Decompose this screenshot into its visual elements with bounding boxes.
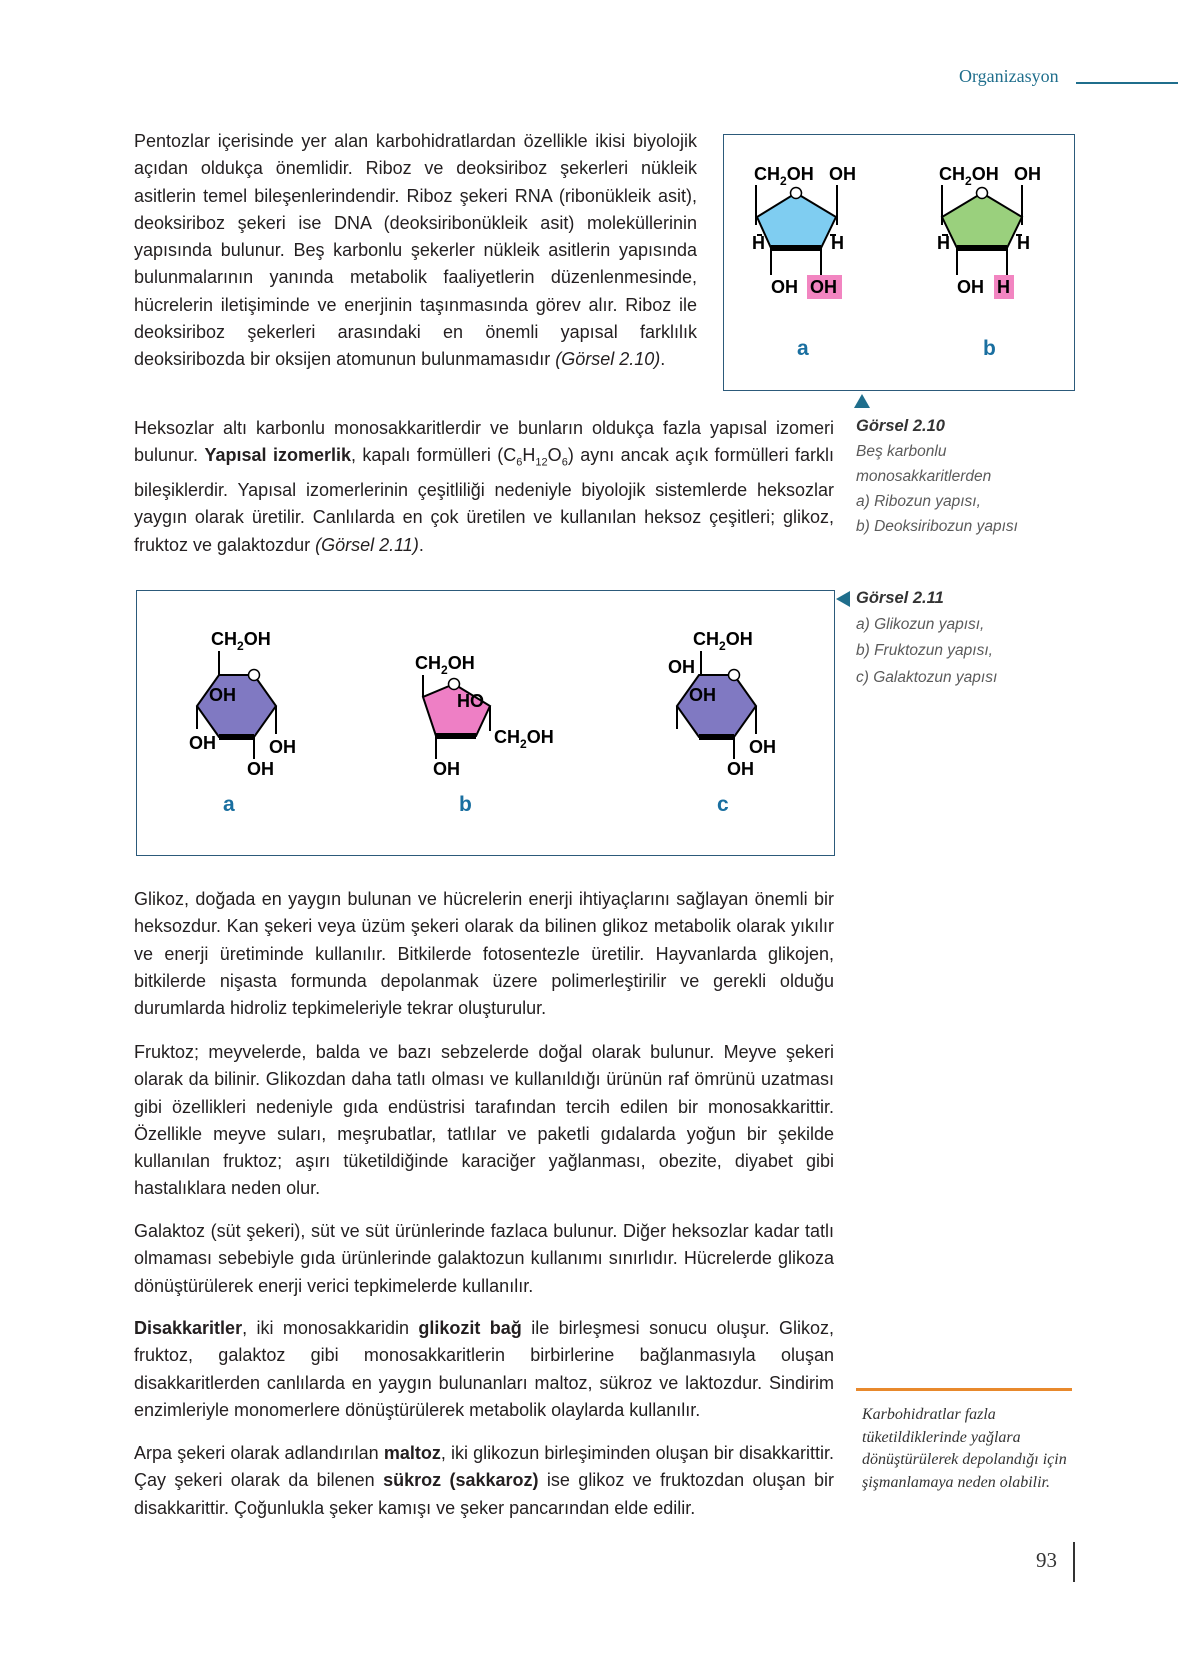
fructose-letter: b — [459, 793, 472, 816]
ribose-h-left: H — [752, 233, 765, 253]
paragraph-maltose-sucrose: Arpa şekeri olarak adlandırılan maltoz, iki glikozun birleşiminden oluşan bir disakkarittir. Çay şekeri olarak da bilenen sükroz (sakkaroz) ise glikoz ve fruktozdan oluşan bir disakkarittir. Çoğunlukla şeker kamışı ve şeker pancarından elde edilir. — [134, 1443, 834, 1518]
running-header: Organizasyon — [959, 66, 1059, 86]
deoxyribose-top-oh-label: OH — [1014, 164, 1041, 184]
ring-oxygen-icon — [729, 670, 740, 681]
glucose-ring-oh: OH — [209, 685, 236, 705]
page-number: 93 — [1036, 1548, 1057, 1572]
glucose-structure — [189, 629, 296, 816]
galactose-right-oh: OH — [749, 737, 776, 757]
caption-line: Beş karbonlu — [856, 443, 947, 460]
term-disaccharides: Disakkaritler — [134, 1318, 243, 1338]
caption-title: Görsel 2.10 — [856, 417, 945, 435]
term-glycosidic-bond: glikozit bağ — [418, 1318, 522, 1338]
deoxyribose-h-left: H — [937, 233, 950, 253]
caption-line: a) Ribozun yapısı, — [856, 493, 981, 510]
ring-oxygen-icon — [449, 679, 460, 690]
deoxyribose-h-right: H — [1017, 233, 1030, 253]
ribose-top-oh-label: OH — [829, 164, 856, 184]
glucose-ch2oh-label: $CH_2OH$ — [211, 629, 271, 653]
glucose-bottom-oh: OH — [247, 759, 274, 779]
fructose-structure — [415, 653, 554, 816]
ribose-oh-right: OH — [810, 277, 837, 297]
page-number-rule — [1073, 1542, 1075, 1582]
term-sucrose: sükroz (sakkaroz) — [383, 1470, 539, 1491]
caption-line: b) Deoksiribozun yapısı — [856, 518, 1018, 535]
deoxyribose-oh-left: OH — [957, 277, 984, 297]
figure-reference: (Görsel 2.10) — [555, 349, 661, 370]
ribose-ring — [757, 193, 836, 248]
paragraph-glucose: Glikoz, doğada en yaygın bulunan ve hücrelerin enerji ihtiyaçlarını sağlayan önemli bir heksozdur. Kan şekeri veya üzüm şekeri olarak da bilinen glikoz metabolik olarak yıkılır ve enerji üretiminde kullanılır. Bitkilerde fotosentezle üretilir. Hayvanlarda glikojen, bitkilerde nişasta formunda depolanmak üzere polimerleştirilir ve gerekli olduğu durumlarda hidroliz tepkimeleriyle tekrar oluşturulur. — [134, 889, 834, 1019]
paragraph-galactose: Galaktoz (süt şekeri), süt ve süt ürünlerinde fazlaca bulunur. Diğer heksozlar kadar tatlı olmaması sebebiyle gıda ürünlerinde galaktozun kullanımı sınırlıdır. Hücrelerde glikoza dönüştürülerek enerji verici tepkimelerde kullanılır. — [134, 1221, 834, 1296]
caption-line: b) Fruktozun yapısı, — [856, 642, 993, 659]
paragraph-pentoses: Pentozlar içerisinde yer alan karbohidratlardan özellikle ikisi biyolojik açıdan oldukça önemlidir. Riboz ve deoksiriboz şekerleri nükleik asitlerin temel bileşenlerindendir. Riboz şekeri RNA (ribonükleik asit), deoksiriboz şekeri ise DNA (deoksiribonükleik asit) moleküllerinin yapısında bulunur. Beş karbonlu şekerler nükleik asitlerin yapısında bulunmalarının yanında metabolik faaliyetlerin düzenlenmesinde, hücrelerin iletişiminde ve enerjinin taşınmasında görev alır. Riboz ile deoksiriboz şekerleri arasındaki en önemli yapısal farklılık deoksiribozda bir oksijen atomunun bulunmamasıdır (Görsel 2.10). — [134, 131, 697, 370]
figure-2-11-caption — [856, 585, 997, 691]
glucose-left-oh: OH — [189, 733, 216, 753]
header-rule — [1076, 82, 1178, 84]
fructose-ring-ho: HO — [457, 691, 484, 711]
up-arrow-icon — [854, 394, 870, 408]
fructose-bottom-oh: OH — [433, 759, 460, 779]
side-note-rule — [856, 1388, 1072, 1391]
ribose-oh-left: OH — [771, 277, 798, 297]
figure-2-11-box — [136, 590, 835, 856]
caption-line: monosakkaritlerden — [856, 468, 992, 485]
deoxyribose-letter: b — [983, 337, 996, 360]
term-structural-isomerism: Yapısal izomerlik — [204, 445, 351, 466]
pentose-structures — [724, 135, 1074, 390]
caption-title: Görsel 2.11 — [856, 589, 944, 607]
glucose-right-oh: OH — [269, 737, 296, 757]
deoxyribose-ch2oh-label: $CH_2OH$ — [939, 164, 999, 188]
glucose-letter: a — [223, 793, 235, 816]
galactose-left-top-oh: OH — [668, 657, 695, 677]
galactose-letter: c — [717, 793, 729, 816]
ribose-structure — [752, 164, 856, 360]
ribose-h-right: H — [831, 233, 844, 253]
ring-oxygen-icon — [249, 670, 260, 681]
ring-oxygen-icon — [791, 188, 802, 199]
paragraph-hexoses: Heksozlar altı karbonlu monosakkaritlerdir ve bunların oldukça fazla yapısal izomeri bulunur. Yapısal izomerlik, kapalı formülleri $(C_6H_{12}O_6)$ aynı ancak açık formülleri farklı bileşiklerdir. Yapısal izomerlerinin çeşitliliği nedeniyle biyolojik sistemlerde heksozlar yaygın olarak üretilir. Canlılarda en çok üretilen ve kullanılan heksoz çeşitleri; glikoz, fruktoz ve galaktozdur (Görsel 2.11). — [134, 418, 834, 555]
fructose-ch2oh-right: $CH_2OH$ — [494, 727, 554, 751]
side-note: Karbohidratlar fazla tüketildiklerinde yağlara dönüştürülerek depolandığı için şişmanlamaya neden olabilir. — [862, 1406, 1067, 1491]
left-arrow-icon — [836, 591, 850, 607]
caption-line: a) Glikozun yapısı, — [856, 615, 985, 633]
ring-oxygen-icon — [977, 188, 988, 199]
hexose-structures — [137, 591, 834, 855]
galactose-bottom-oh: OH — [727, 759, 754, 779]
paragraph-fructose: Fruktoz; meyvelerde, balda ve bazı sebzelerde doğal olarak bulunur. Meyve şekeri olarak da bilinir. Glikozdan daha tatlı olması ve kullanıldığı ürünün raf ömrünü uzatması gibi özellikleri nedeniyle gıda endüstrisi tarafından tercih edilen bir monosakkarittir. Özellikle meyve suları, meşrubatlar, tatlılar ve paketli gıdalarda yoğun bir şekilde kullanılan fruktoz; aşırı tüketildiğinde karaciğer yağlanması, obezite, diyabet gibi hastalıklara neden olur. — [134, 1042, 834, 1199]
deoxyribose-ring — [942, 193, 1022, 248]
figure-2-10-caption — [856, 414, 1018, 539]
galactose-ch2oh-label: $CH_2OH$ — [693, 629, 753, 653]
figure-reference: (Görsel 2.11) — [315, 534, 419, 555]
deoxyribose-h-bottom: H — [997, 277, 1010, 297]
figure-2-10-box — [723, 134, 1075, 391]
paragraph-text: Pentozlar içerisinde yer alan karbohidratlardan özellikle ikisi biyolojik açıdan oldukça önemlidir. Riboz ve deoksiriboz şekerleri nükleik asitlerin temel bileşenlerindendir. Riboz şekeri RNA (ribonükleik asit), deoksiriboz şekeri ise DNA (deoksiribonükleik asit) moleküllerinin yapısında bulunur. Beş karbonlu şekerler nükleik asitlerin yapısında bulunmalarının yanında metabolik faaliyetlerin düzenlenmesinde, hücrelerin iletişiminde ve enerjinin taşınmasında görev alır. Riboz ile deoksiriboz şekerleri arasındaki en önemli yapısal farklılık deoksiribozda bir oksijen atomunun bulunmamasıdır — [134, 131, 697, 370]
galactose-ring-oh: OH — [689, 685, 716, 705]
term-maltose: maltoz — [383, 1443, 441, 1463]
ribose-ch2oh-label: $CH_2OH$ — [754, 164, 814, 188]
galactose-structure — [668, 629, 776, 816]
deoxyribose-structure — [937, 164, 1041, 360]
fructose-ch2oh-top: $CH_2OH$ — [415, 653, 475, 677]
paragraph-disaccharides: Disakkaritler, iki monosakkaridin glikozit bağ ile birleşmesi sonucu oluşur. Glikoz, fruktoz, galaktoz gibi monosakkaritlerin birbirlerine bağlanmasıyla oluşan disakkaritlerden canlılarda en yaygın bulunanları maltoz, sükroz ve laktozdur. Sindirim enzimleriyle monomerlere dönüştürülerek metabolik olaylarda kullanılır. — [134, 1318, 834, 1420]
caption-line: c) Galaktozun yapısı — [856, 668, 998, 686]
ribose-letter: a — [797, 337, 809, 360]
